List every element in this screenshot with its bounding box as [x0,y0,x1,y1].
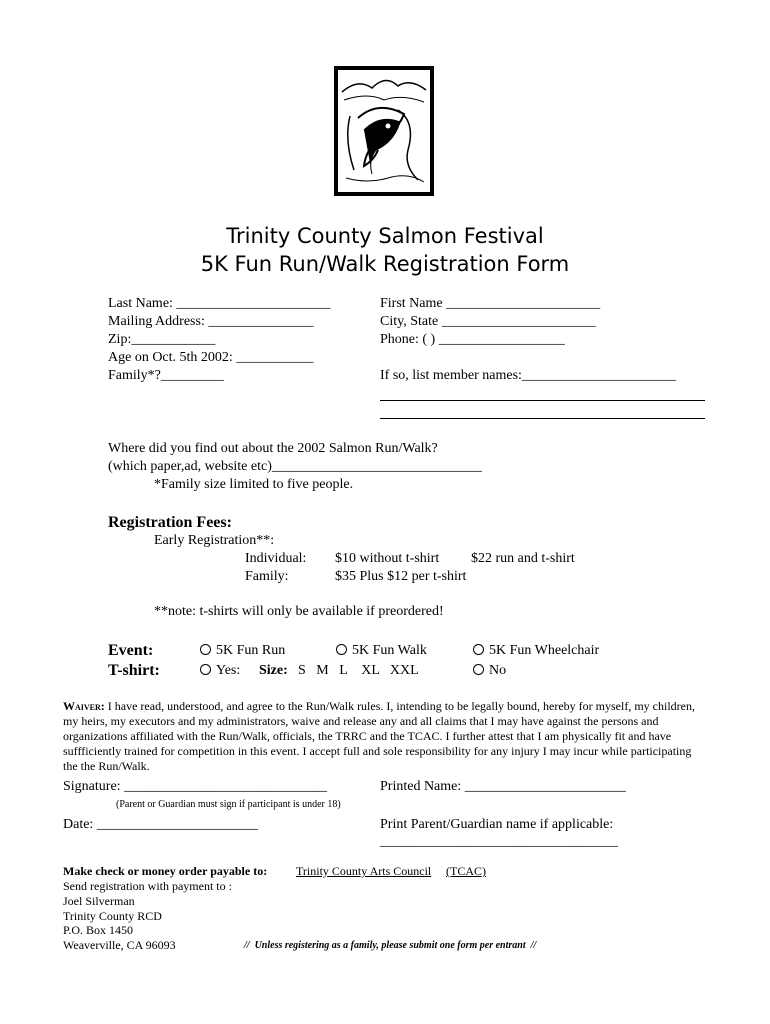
address-org: Trinity County RCD [63,909,162,923]
size-options[interactable]: S M L XL XXL [298,663,419,678]
salmon-logo-icon [338,70,430,192]
date-field[interactable]: Date: _______________________ [63,817,258,832]
found-out-question: Where did you find out about the 2002 Salmon Run/Walk? [108,441,438,456]
radio-icon[interactable] [200,644,211,655]
tshirt-label: T-shirt: [108,662,160,679]
footer-mark-right-icon: // [530,940,537,951]
individual-label: Individual: [245,551,307,566]
guardian-name-line[interactable]: __________________________________ [380,834,618,849]
radio-icon[interactable] [200,664,211,675]
member-names-line-1[interactable] [380,400,705,401]
footer-note: // Unless registering as a family, please submit one form per entrant // [244,940,537,951]
tshirt-no-option[interactable]: No [473,663,506,679]
phone-field[interactable]: Phone: ( ) __________________ [380,332,565,347]
tshirt-note: **note: t-shirts will only be available if preordered! [154,604,444,619]
family-price: $35 Plus $12 per t-shirt [335,569,467,584]
zip-field[interactable]: Zip:____________ [108,332,216,347]
mailing-address-field[interactable]: Mailing Address: _______________ [108,314,314,329]
tshirt-yes-option[interactable]: Yes: [200,663,240,679]
waiver-text: Waiver: I have read, understood, and agree to the Run/Walk rules. I, intending to be legally bound, hereby for myself, my children, my heirs, my executors and my administrators, waive and release any and all claims that I may have against the persons and organizations affiliated with the Run/Walk, officials, the TRRC and the TCAC. I further attest that I am physically fit and have suffficiently trained for competition in this event. I accept full and sole responsibility for any injury I may incur while participating the the Run/Walk. [63,699,695,773]
family-label: Family: [245,569,289,584]
individual-price-no-shirt: $10 without t-shirt [335,551,440,566]
address-name: Joel Silverman [63,894,135,908]
first-name-field[interactable]: First Name ______________________ [380,296,601,311]
event-option-run[interactable]: 5K Fun Run [200,643,285,659]
radio-icon[interactable] [336,644,347,655]
last-name-field[interactable]: Last Name: ______________________ [108,296,331,311]
city-state-field[interactable]: City, State ______________________ [380,314,596,329]
family-size-note: *Family size limited to five people. [154,477,354,492]
send-to-label: Send registration with payment to : [63,879,232,893]
radio-icon[interactable] [473,664,484,675]
form-subtitle: 5K Fun Run/Walk Registration Form [200,252,570,276]
guardian-name-label: Print Parent/Guardian name if applicable: [380,817,614,832]
event-option-walk[interactable]: 5K Fun Walk [336,643,427,659]
salmon-festival-logo [334,66,434,196]
family-field[interactable]: Family*?_________ [108,368,224,383]
payable-abbr: (TCAC) [446,864,486,878]
event-option-wheelchair[interactable]: 5K Fun Wheelchair [473,643,599,659]
fees-heading: Registration Fees: [108,514,232,531]
event-label: Event: [108,642,154,659]
individual-price-shirt: $22 run and t-shirt [471,551,575,566]
waiver-label: Waiver: [63,699,105,713]
age-field[interactable]: Age on Oct. 5th 2002: ___________ [108,350,314,365]
guardian-note: (Parent or Guardian must sign if participant is under 18) [116,799,341,810]
radio-icon[interactable] [473,644,484,655]
form-title: Trinity County Salmon Festival [226,224,544,248]
address-box: P.O. Box 1450 [63,923,134,937]
member-names-field[interactable]: If so, list member names:______________________ [380,368,676,383]
printed-name-field[interactable]: Printed Name: _______________________ [380,779,626,794]
footer-mark-left-icon: // [244,940,250,951]
payable-to: Trinity County Arts Council [296,864,432,878]
found-out-field[interactable]: (which paper,ad, website etc)______________________________ [108,459,482,474]
payable-label: Make check or money order payable to: [63,864,268,878]
early-registration-label: Early Registration**: [154,533,275,548]
signature-field[interactable]: Signature: _____________________________ [63,779,328,794]
size-label: Size: [259,663,288,678]
member-names-line-2[interactable] [380,418,705,419]
address-city: Weaverville, CA 96093 [63,938,176,952]
